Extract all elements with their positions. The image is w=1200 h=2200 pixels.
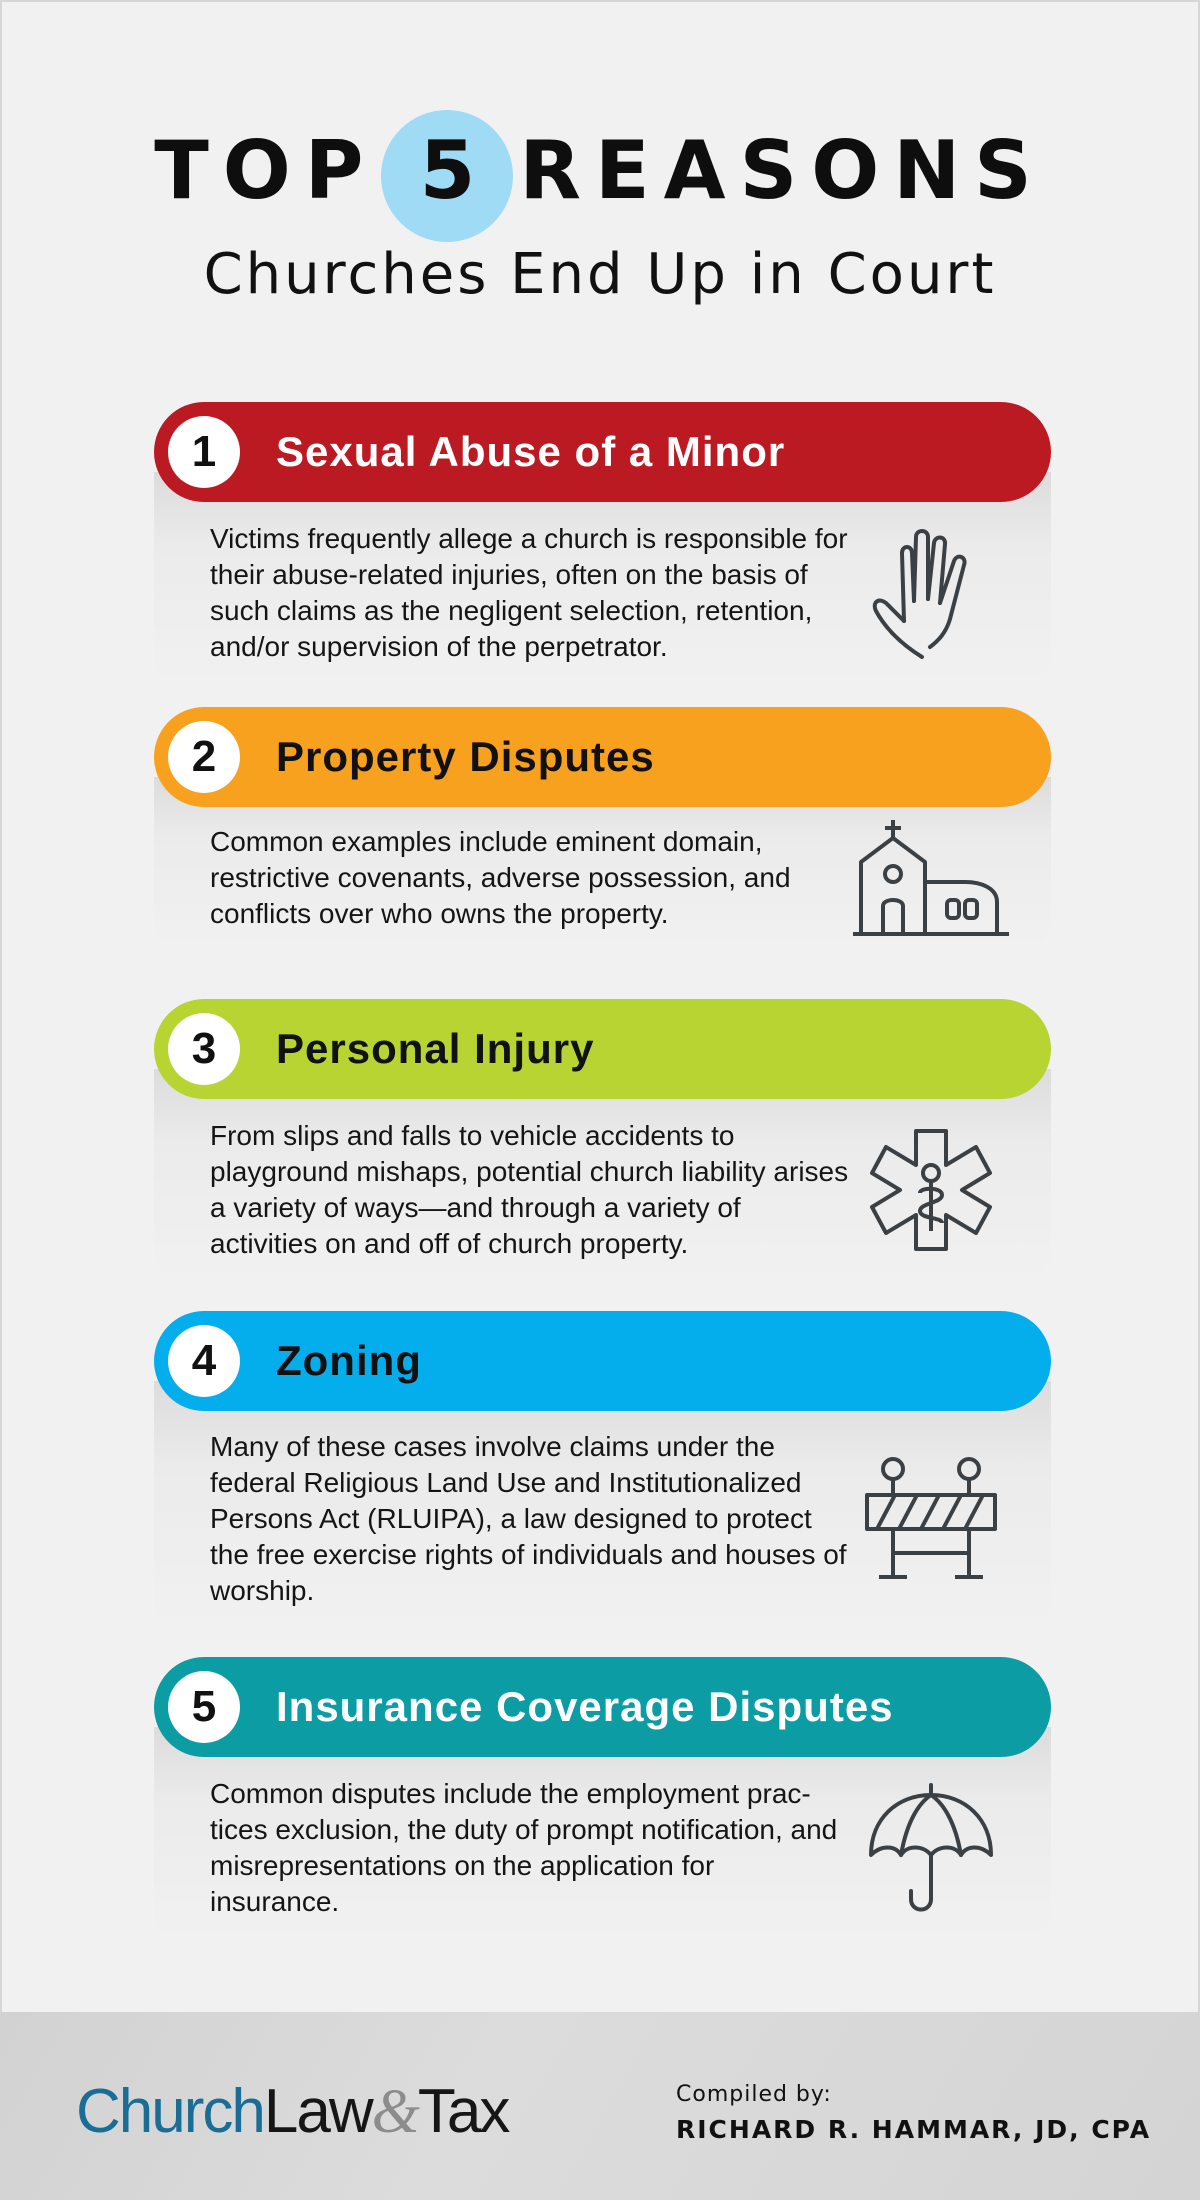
reason-bar-5 <box>154 1657 1051 1757</box>
title-right-word: REASONS <box>519 123 1046 217</box>
reason-text-1: Victims frequently allege a church is responsible for their abuse-related injuries, often on the basis of such claims as the negligent selection, retention, and/or supervision of the perpetrator. <box>210 523 848 662</box>
reason-body-1 <box>154 472 1051 684</box>
reason-number-5: 5 <box>168 1671 240 1743</box>
title-number: 5 <box>419 123 476 217</box>
logo-tax-text: Tax <box>417 2077 509 2146</box>
logo-law-text: Law <box>263 2077 372 2146</box>
reason-text-2: Common examples include eminent domain, restrictive covenants, adverse possession, and conflicts over who owns the property. <box>210 826 791 929</box>
compiled-label: Compiled by: <box>676 2082 832 2107</box>
title-number-badge <box>377 100 517 240</box>
churchlawtax-logo[interactable] <box>76 2076 508 2148</box>
church-building-icon <box>851 808 1011 948</box>
reason-body-3 <box>154 1069 1051 1281</box>
reason-number-3: 3 <box>168 1013 240 1085</box>
reason-title-2: Property Disputes <box>276 733 655 780</box>
reason-body-5 <box>154 1727 1051 1939</box>
reason-body-4 <box>154 1381 1051 1627</box>
barrier-icon <box>851 1449 1011 1589</box>
reason-bar-3 <box>154 999 1051 1099</box>
reason-text-4: Many of these cases involve claims under the federal Religious Land Use and Institutionalized Persons Act (RLUIPA), a law designed to protect the free exercise rights of individuals and houses of worship. <box>210 1431 847 1606</box>
compiled-name: RICHARD R. HAMMAR, JD, CPA <box>676 2115 1152 2144</box>
medical-star-icon <box>851 1120 1011 1260</box>
reason-bar-4 <box>154 1311 1051 1411</box>
reason-card-1 <box>154 402 1051 684</box>
umbrella-icon <box>851 1778 1011 1918</box>
subtitle: Churches End Up in Court <box>203 242 997 307</box>
reason-card-2 <box>154 707 1051 949</box>
reason-bar-2 <box>154 707 1051 807</box>
reason-text-5: Common disputes include the employment prac-tices exclusion, the duty of prompt notification, and misrepresentations on the application for insurance. <box>210 1778 838 1917</box>
footer <box>0 2012 1200 2200</box>
reason-title-1: Sexual Abuse of a Minor <box>276 428 786 475</box>
logo-ampersand: & <box>371 2078 418 2146</box>
reason-card-4 <box>154 1311 1051 1627</box>
reason-text-3: From slips and falls to vehicle accidents to playground mishaps, potential church liability arises a variety of ways—and through a variety of activities on and off of church property. <box>210 1120 849 1259</box>
compiled-by <box>676 2082 1151 2144</box>
header <box>0 90 1200 307</box>
reason-card-5 <box>154 1657 1051 1939</box>
title-left-word: TOP <box>154 123 378 217</box>
logo-church-text: Church <box>76 2077 264 2146</box>
reason-title-3: Personal Injury <box>276 1025 595 1072</box>
reason-bar-1 <box>154 402 1051 502</box>
hand-icon <box>851 523 1011 663</box>
reason-title-5: Insurance Coverage Disputes <box>276 1683 894 1730</box>
reason-title-4: Zoning <box>276 1337 422 1384</box>
reason-card-3 <box>154 999 1051 1281</box>
reason-number-4: 4 <box>168 1325 240 1397</box>
main-title <box>0 90 1200 250</box>
reason-number-2: 2 <box>168 721 240 793</box>
reason-number-1: 1 <box>168 416 240 488</box>
